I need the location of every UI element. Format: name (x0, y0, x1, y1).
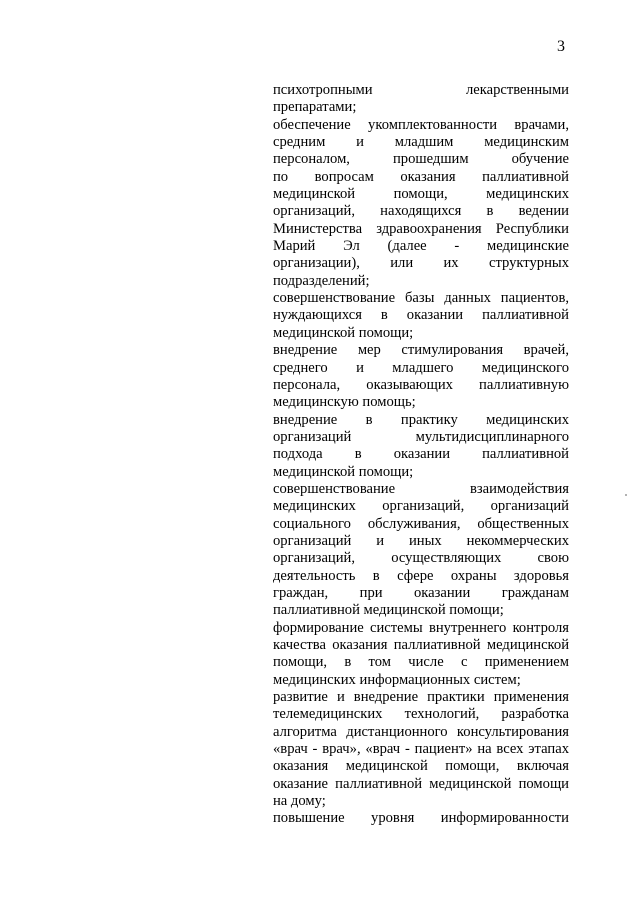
text-line: внедрение в практику медицинских (273, 411, 569, 428)
text-line: повышение уровня информированности (273, 810, 569, 827)
text-line: организаций, находящихся в ведении (273, 203, 569, 220)
text-line: организаций мультидисциплинарного (273, 428, 569, 445)
text-line: алгоритма дистанционного консультирования (273, 723, 569, 740)
text-line: паллиативной медицинской помощи; (273, 602, 504, 619)
text-line: помощи, в том числе с применением (273, 654, 569, 671)
text-line: подразделений; (273, 272, 370, 289)
text-line: организаций, осуществляющих свою (273, 550, 569, 567)
text-line: медицинских информационных систем; (273, 671, 521, 688)
text-line: нуждающихся в оказании паллиативной (273, 307, 569, 324)
text-line: персоналом, прошедшим обучение (273, 151, 569, 168)
text-line: медицинских организаций, организаций (273, 498, 569, 515)
text-line: совершенствование базы данных пациентов, (273, 290, 569, 307)
text-line: качества оказания паллиативной медицинской (273, 637, 569, 653)
scan-speck (625, 494, 627, 496)
text-line: медицинской помощи, медицинских (273, 186, 569, 203)
text-line: телемедицинских технологий, разработка (273, 706, 569, 723)
text-line: развитие и внедрение практики применения (273, 689, 569, 706)
text-line: оказание паллиативной медицинской помощи (273, 775, 569, 792)
text-line: персонала, оказывающих паллиативную (273, 376, 569, 393)
text-line: подхода в оказании паллиативной (273, 446, 569, 463)
text-line: по вопросам оказания паллиативной (273, 168, 569, 185)
text-line: медицинской помощи; (273, 463, 414, 480)
text-line: внедрение мер стимулирования врачей, (273, 342, 569, 359)
text-line: Министерства здравоохранения Республики (273, 220, 569, 237)
text-line: оказания медицинской помощи, включая (273, 758, 569, 775)
text-line: среднего и младшего медицинского (273, 359, 569, 376)
text-line: граждан, при оказании гражданам (273, 584, 569, 601)
text-line: «врач - врач», «врач - пациент» на всех этапах (273, 741, 569, 758)
text-line: на дому; (273, 793, 326, 810)
text-line: Марий Эл (далее - медицинские (273, 238, 569, 255)
text-line: социального обслуживания, общественных (273, 515, 569, 532)
text-line: препаратами; (273, 99, 357, 116)
text-line: медицинской помощи; (273, 324, 414, 341)
document-text-column (273, 82, 569, 828)
text-line: совершенствование взаимодействия (273, 480, 569, 497)
text-line: деятельность в сфере охраны здоровья (273, 567, 569, 584)
text-line: психотропными лекарственными (273, 82, 569, 98)
page-number: 3 (557, 38, 565, 55)
text-line: средним и младшим медицинским (273, 134, 569, 151)
text-line: медицинскую помощь; (273, 394, 416, 411)
text-line: организаций и иных некоммерческих (273, 532, 569, 549)
text-line: формирование системы внутреннего контроля (273, 619, 569, 636)
text-line: организации), или их структурных (273, 255, 569, 272)
text-line: обеспечение укомплектованности врачами, (273, 116, 569, 133)
